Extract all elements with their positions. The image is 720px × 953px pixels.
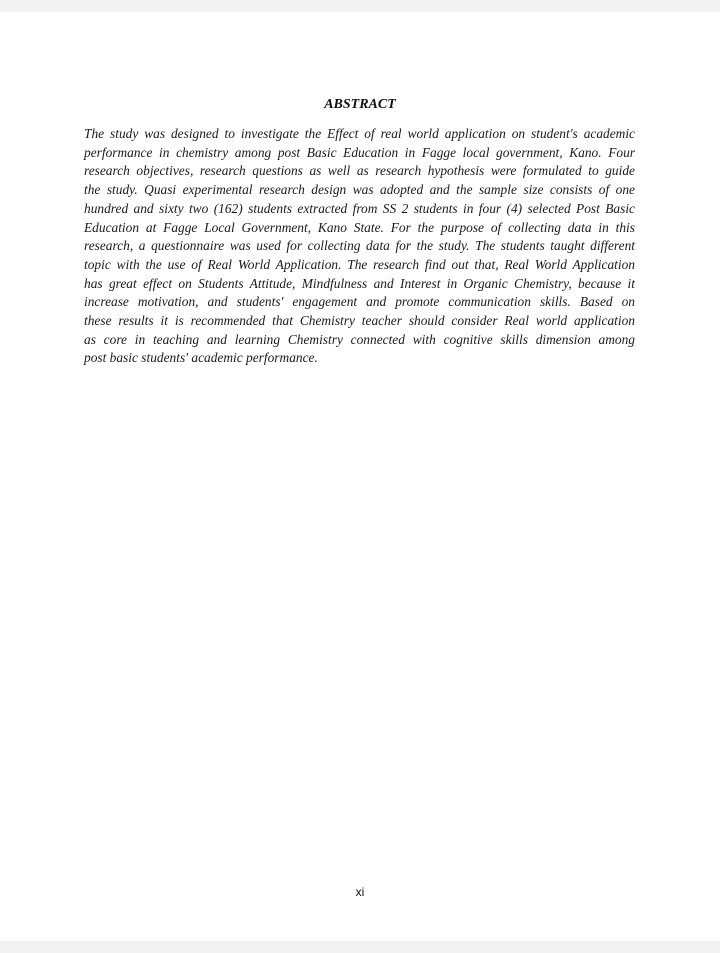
abstract-line: performance in chemistry among post Basic Education in Fagge local government, Kano. Four [84, 144, 635, 160]
document-page [0, 12, 720, 941]
abstract-line: these results it is recommended that Chemistry teacher should consider Real world application [84, 313, 635, 329]
abstract-line: has great effect on Students Attitude, Mindfulness and Interest in Organic Chemistry, because it [84, 275, 635, 291]
abstract-line: The study was designed to investigate the Effect of real world application on student's academic [84, 126, 635, 141]
abstract-line: Education at Fagge Local Government, Kano State. For the purpose of collecting data in this [84, 219, 635, 235]
abstract-heading: ABSTRACT [324, 97, 396, 112]
abstract-line: as core in teaching and learning Chemistry connected with cognitive skills dimension among [84, 331, 635, 347]
abstract-line: topic with the use of Real World Application. The research find out that, Real World Application [84, 256, 635, 272]
abstract-line: post basic students' academic performance. [84, 350, 318, 366]
abstract-line: research objectives, research questions as well as research hypothesis were formulated to guide [84, 163, 635, 179]
page-number: xi [355, 885, 365, 899]
abstract-paragraph [84, 125, 635, 368]
abstract-line: increase motivation, and students' engagement and promote communication skills. Based on [84, 294, 635, 310]
abstract-line: hundred and sixty two (162) students extracted from SS 2 students in four (4) selected Post Basic [84, 200, 635, 216]
abstract-line: the study. Quasi experimental research design was adopted and the sample size consists of one [84, 182, 635, 198]
abstract-line: research, a questionnaire was used for collecting data for the study. The students taught different [84, 238, 635, 254]
